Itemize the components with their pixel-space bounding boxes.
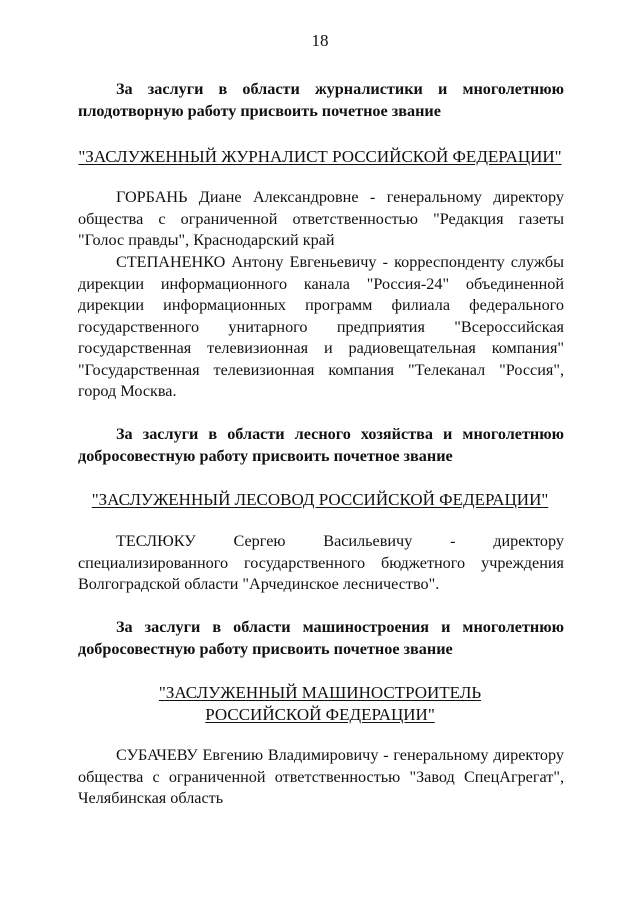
award-entry-gorban bbox=[78, 187, 564, 252]
award-line: ГОРБАНЬ Диане Александровне - генеральному директору bbox=[116, 188, 564, 206]
section-header-line: За заслуги в области лесного хозяйства и многолетнюю bbox=[116, 425, 564, 443]
honorary-title-forester bbox=[0, 489, 640, 511]
section-header-line: добросовестную работу присвоить почетное звание bbox=[78, 639, 453, 658]
award-line: Челябинская область bbox=[78, 789, 224, 807]
award-line: государственного унитарного предприятия "Всероссийская bbox=[78, 317, 564, 336]
award-line: дирекции информационного канала "Россия-24" объединенной bbox=[78, 274, 564, 293]
honorary-title-machine-builder bbox=[0, 682, 640, 726]
award-line: СТЕПАНЕНКО Антону Евгеньевичу - корреспонденту службы bbox=[116, 253, 564, 271]
honorary-title-line: "ЗАСЛУЖЕННЫЙ МАШИНОСТРОИТЕЛЬ bbox=[158, 683, 482, 702]
section-header-line: За заслуги в области журналистики и многолетнюю bbox=[116, 80, 564, 98]
section-header-journalism bbox=[78, 79, 564, 122]
page-number: 18 bbox=[311, 31, 329, 50]
section-header-forestry bbox=[78, 424, 564, 467]
award-line: общества с ограниченной ответственностью "Редакция газеты bbox=[78, 209, 564, 228]
award-line: Волгоградской области "Арчединское лесничество". bbox=[78, 575, 440, 593]
award-line: дирекции информационных программ филиала федерального bbox=[78, 296, 564, 314]
award-line: "Государственная телевизионная компания "Телеканал "Россия", bbox=[78, 360, 564, 379]
section-header-machine-building bbox=[78, 617, 564, 660]
section-header-line: добросовестную работу присвоить почетное звание bbox=[78, 446, 453, 465]
award-entry-subachev bbox=[78, 745, 564, 810]
award-line: СУБАЧЕВУ Евгению Владимировичу - генеральному директору bbox=[116, 746, 564, 764]
award-line: общества с ограниченной ответственностью "Завод СпецАгрегат", bbox=[78, 767, 564, 786]
award-entry-teslyuk bbox=[78, 531, 564, 596]
section-header-line: плодотворную работу присвоить почетное звание bbox=[78, 101, 441, 120]
honorary-title-journalist bbox=[0, 146, 640, 168]
award-line: "Голос правды", Краснодарский край bbox=[78, 231, 335, 249]
award-entry-stepanenko bbox=[78, 252, 564, 403]
honorary-title-line: РОССИЙСКОЙ ФЕДЕРАЦИИ" bbox=[205, 705, 435, 724]
honorary-title-line: "ЗАСЛУЖЕННЫЙ ЛЕСОВОД РОССИЙСКОЙ ФЕДЕРАЦИИ" bbox=[91, 490, 549, 509]
award-line: город Москва. bbox=[78, 382, 177, 400]
section-header-line: За заслуги в области машиностроения и многолетнюю bbox=[116, 618, 564, 636]
award-line: специализированного государственного бюджетного учреждения bbox=[78, 553, 564, 572]
honorary-title-line: "ЗАСЛУЖЕННЫЙ ЖУРНАЛИСТ РОССИЙСКОЙ ФЕДЕРАЦИИ" bbox=[78, 147, 562, 166]
award-line: государственная телевизионная и радиовещательная компания" bbox=[78, 339, 564, 357]
award-line: ТЕСЛЮКУ Сергею Васильевичу - директору bbox=[116, 532, 564, 550]
